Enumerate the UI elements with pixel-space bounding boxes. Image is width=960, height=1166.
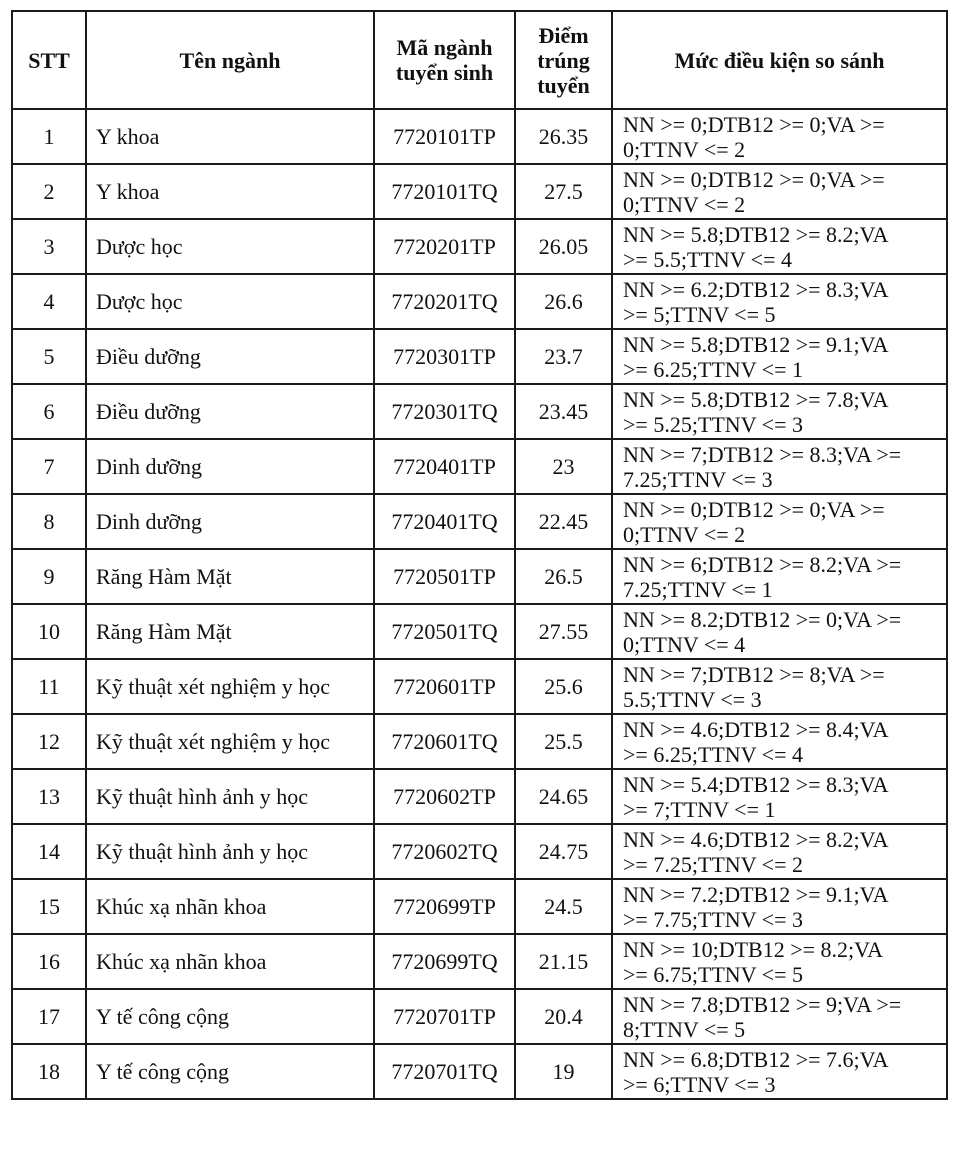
table-row bbox=[12, 164, 947, 219]
cell-admission-score: 25.5 bbox=[515, 714, 612, 769]
header-score-line1: Điểm bbox=[538, 22, 589, 48]
conditions-line2: >= 6.75;TTNV <= 5 bbox=[623, 961, 803, 987]
cell-major-code: 7720501TQ bbox=[374, 604, 515, 659]
conditions-line1: NN >= 6;DTB12 >= 8.2;VA >= bbox=[623, 551, 902, 577]
cell-admission-score: 20.4 bbox=[515, 989, 612, 1044]
conditions-line2: 0;TTNV <= 4 bbox=[623, 631, 746, 657]
conditions-line1: NN >= 0;DTB12 >= 0;VA >= bbox=[623, 166, 885, 192]
conditions-line1: NN >= 4.6;DTB12 >= 8.4;VA bbox=[623, 716, 889, 742]
cell-major-name: Y tế công cộng bbox=[86, 1044, 374, 1099]
table-row bbox=[12, 714, 947, 769]
cell-major-code: 7720301TP bbox=[374, 329, 515, 384]
cell-conditions bbox=[612, 659, 947, 714]
conditions-line2: >= 7;TTNV <= 1 bbox=[623, 796, 776, 822]
cell-major-code: 7720601TQ bbox=[374, 714, 515, 769]
cell-major-name: Điều dưỡng bbox=[86, 329, 374, 384]
cell-stt: 13 bbox=[12, 769, 86, 824]
cell-conditions bbox=[612, 879, 947, 934]
conditions-line1: NN >= 5.8;DTB12 >= 9.1;VA bbox=[623, 331, 889, 357]
table-row bbox=[12, 659, 947, 714]
cell-stt: 1 bbox=[12, 109, 86, 164]
conditions-line1: NN >= 5.8;DTB12 >= 8.2;VA bbox=[623, 221, 889, 247]
conditions-line1: NN >= 7.8;DTB12 >= 9;VA >= bbox=[623, 991, 902, 1017]
conditions-line2: 7.25;TTNV <= 1 bbox=[623, 576, 773, 602]
table-row bbox=[12, 109, 947, 164]
cell-major-name: Dược học bbox=[86, 274, 374, 329]
cell-major-name: Kỹ thuật xét nghiệm y học bbox=[86, 714, 374, 769]
cell-admission-score: 19 bbox=[515, 1044, 612, 1099]
cell-stt: 2 bbox=[12, 164, 86, 219]
cell-admission-score: 26.5 bbox=[515, 549, 612, 604]
table-row bbox=[12, 329, 947, 384]
cell-major-code: 7720602TQ bbox=[374, 824, 515, 879]
cell-major-name: Khúc xạ nhãn khoa bbox=[86, 879, 374, 934]
header-conditions: Mức điều kiện so sánh bbox=[612, 11, 947, 109]
cell-major-name: Dinh dưỡng bbox=[86, 494, 374, 549]
conditions-line1: NN >= 6.8;DTB12 >= 7.6;VA bbox=[623, 1046, 889, 1072]
table-row bbox=[12, 384, 947, 439]
cell-major-code: 7720101TP bbox=[374, 109, 515, 164]
cell-major-name: Y khoa bbox=[86, 164, 374, 219]
table-row bbox=[12, 219, 947, 274]
cell-major-code: 7720401TQ bbox=[374, 494, 515, 549]
cell-admission-score: 23 bbox=[515, 439, 612, 494]
cell-stt: 6 bbox=[12, 384, 86, 439]
conditions-line2: 7.25;TTNV <= 3 bbox=[623, 466, 773, 492]
table-row bbox=[12, 439, 947, 494]
conditions-line1: NN >= 5.4;DTB12 >= 8.3;VA bbox=[623, 771, 889, 797]
table-row bbox=[12, 769, 947, 824]
cell-major-code: 7720699TQ bbox=[374, 934, 515, 989]
cell-conditions bbox=[612, 769, 947, 824]
cell-stt: 12 bbox=[12, 714, 86, 769]
header-major-name: Tên ngành bbox=[86, 11, 374, 109]
conditions-line2: >= 6.25;TTNV <= 1 bbox=[623, 356, 803, 382]
conditions-line2: >= 5.25;TTNV <= 3 bbox=[623, 411, 803, 437]
cell-stt: 7 bbox=[12, 439, 86, 494]
table-row bbox=[12, 989, 947, 1044]
cell-admission-score: 24.75 bbox=[515, 824, 612, 879]
cell-stt: 5 bbox=[12, 329, 86, 384]
cell-conditions bbox=[612, 604, 947, 659]
cell-major-code: 7720101TQ bbox=[374, 164, 515, 219]
cell-major-name: Dinh dưỡng bbox=[86, 439, 374, 494]
cell-stt: 14 bbox=[12, 824, 86, 879]
cell-stt: 3 bbox=[12, 219, 86, 274]
cell-major-code: 7720601TP bbox=[374, 659, 515, 714]
cell-conditions bbox=[612, 1044, 947, 1099]
cell-conditions bbox=[612, 384, 947, 439]
conditions-line1: NN >= 7.2;DTB12 >= 9.1;VA bbox=[623, 881, 889, 907]
header-major-code bbox=[374, 11, 515, 109]
table-row bbox=[12, 494, 947, 549]
cell-stt: 16 bbox=[12, 934, 86, 989]
conditions-line2: >= 6;TTNV <= 3 bbox=[623, 1071, 776, 1097]
cell-major-name: Kỹ thuật hình ảnh y học bbox=[86, 769, 374, 824]
admission-scores-table bbox=[11, 10, 948, 1100]
cell-stt: 10 bbox=[12, 604, 86, 659]
cell-major-name: Y tế công cộng bbox=[86, 989, 374, 1044]
conditions-line1: NN >= 0;DTB12 >= 0;VA >= bbox=[623, 111, 885, 137]
table-row bbox=[12, 1044, 947, 1099]
cell-conditions bbox=[612, 329, 947, 384]
cell-conditions bbox=[612, 494, 947, 549]
conditions-line2: 0;TTNV <= 2 bbox=[623, 521, 746, 547]
cell-major-code: 7720401TP bbox=[374, 439, 515, 494]
conditions-line2: 0;TTNV <= 2 bbox=[623, 136, 746, 162]
conditions-line2: 5.5;TTNV <= 3 bbox=[623, 686, 762, 712]
header-major-code-line2: tuyển sinh bbox=[395, 60, 494, 85]
cell-major-code: 7720701TP bbox=[374, 989, 515, 1044]
cell-stt: 11 bbox=[12, 659, 86, 714]
cell-admission-score: 24.65 bbox=[515, 769, 612, 824]
header-admission-score bbox=[515, 11, 612, 109]
cell-admission-score: 22.45 bbox=[515, 494, 612, 549]
table-header bbox=[12, 11, 947, 109]
conditions-line1: NN >= 0;DTB12 >= 0;VA >= bbox=[623, 496, 885, 522]
table-row bbox=[12, 549, 947, 604]
conditions-line1: NN >= 7;DTB12 >= 8;VA >= bbox=[623, 661, 885, 687]
header-score-line2: trúng bbox=[537, 47, 590, 73]
cell-admission-score: 24.5 bbox=[515, 879, 612, 934]
cell-conditions bbox=[612, 164, 947, 219]
cell-admission-score: 26.05 bbox=[515, 219, 612, 274]
cell-major-name: Y khoa bbox=[86, 109, 374, 164]
cell-conditions bbox=[612, 824, 947, 879]
conditions-line1: NN >= 4.6;DTB12 >= 8.2;VA bbox=[623, 826, 889, 852]
cell-major-code: 7720201TP bbox=[374, 219, 515, 274]
conditions-line1: NN >= 5.8;DTB12 >= 7.8;VA bbox=[623, 386, 889, 412]
table-row bbox=[12, 934, 947, 989]
table-row bbox=[12, 879, 947, 934]
cell-stt: 9 bbox=[12, 549, 86, 604]
header-major-code-line1: Mã ngành bbox=[396, 35, 493, 60]
cell-major-code: 7720301TQ bbox=[374, 384, 515, 439]
cell-major-name: Khúc xạ nhãn khoa bbox=[86, 934, 374, 989]
cell-admission-score: 26.6 bbox=[515, 274, 612, 329]
cell-admission-score: 23.7 bbox=[515, 329, 612, 384]
cell-stt: 17 bbox=[12, 989, 86, 1044]
cell-stt: 8 bbox=[12, 494, 86, 549]
cell-major-name: Răng Hàm Mặt bbox=[86, 549, 374, 604]
conditions-line1: NN >= 10;DTB12 >= 8.2;VA bbox=[623, 936, 884, 962]
cell-major-code: 7720201TQ bbox=[374, 274, 515, 329]
cell-major-name: Kỹ thuật hình ảnh y học bbox=[86, 824, 374, 879]
conditions-line2: >= 7.25;TTNV <= 2 bbox=[623, 851, 803, 877]
conditions-line2: >= 5.5;TTNV <= 4 bbox=[623, 246, 792, 272]
cell-conditions bbox=[612, 439, 947, 494]
cell-conditions bbox=[612, 934, 947, 989]
conditions-line1: NN >= 7;DTB12 >= 8.3;VA >= bbox=[623, 441, 902, 467]
cell-stt: 4 bbox=[12, 274, 86, 329]
cell-stt: 15 bbox=[12, 879, 86, 934]
table-body bbox=[12, 109, 947, 1099]
cell-conditions bbox=[612, 989, 947, 1044]
cell-major-code: 7720501TP bbox=[374, 549, 515, 604]
header-row bbox=[12, 11, 947, 109]
cell-conditions bbox=[612, 549, 947, 604]
conditions-line2: >= 6.25;TTNV <= 4 bbox=[623, 741, 803, 767]
conditions-line2: 8;TTNV <= 5 bbox=[623, 1016, 746, 1042]
cell-major-code: 7720602TP bbox=[374, 769, 515, 824]
cell-conditions bbox=[612, 274, 947, 329]
table-row bbox=[12, 604, 947, 659]
cell-admission-score: 26.35 bbox=[515, 109, 612, 164]
cell-major-name: Điều dưỡng bbox=[86, 384, 374, 439]
conditions-line2: >= 7.75;TTNV <= 3 bbox=[623, 906, 803, 932]
cell-major-name: Dược học bbox=[86, 219, 374, 274]
conditions-line2: >= 5;TTNV <= 5 bbox=[623, 301, 776, 327]
cell-conditions bbox=[612, 219, 947, 274]
cell-admission-score: 21.15 bbox=[515, 934, 612, 989]
header-stt: STT bbox=[12, 11, 86, 109]
header-score-line3: tuyển bbox=[537, 72, 590, 98]
table-row bbox=[12, 824, 947, 879]
cell-admission-score: 23.45 bbox=[515, 384, 612, 439]
cell-major-name: Răng Hàm Mặt bbox=[86, 604, 374, 659]
cell-major-code: 7720699TP bbox=[374, 879, 515, 934]
cell-conditions bbox=[612, 109, 947, 164]
cell-major-code: 7720701TQ bbox=[374, 1044, 515, 1099]
cell-conditions bbox=[612, 714, 947, 769]
table-row bbox=[12, 274, 947, 329]
cell-admission-score: 25.6 bbox=[515, 659, 612, 714]
cell-admission-score: 27.5 bbox=[515, 164, 612, 219]
conditions-line2: 0;TTNV <= 2 bbox=[623, 191, 746, 217]
cell-admission-score: 27.55 bbox=[515, 604, 612, 659]
cell-major-name: Kỹ thuật xét nghiệm y học bbox=[86, 659, 374, 714]
conditions-line1: NN >= 8.2;DTB12 >= 0;VA >= bbox=[623, 606, 902, 632]
cell-stt: 18 bbox=[12, 1044, 86, 1099]
conditions-line1: NN >= 6.2;DTB12 >= 8.3;VA bbox=[623, 276, 889, 302]
